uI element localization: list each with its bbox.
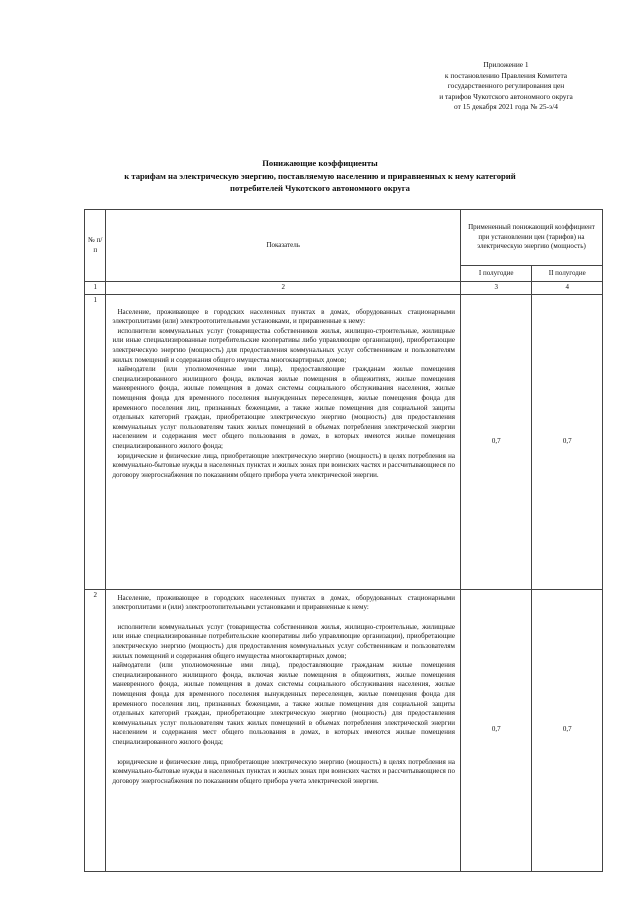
header-half1: I полугодие	[460, 266, 532, 282]
appendix-line: государственного регулирования цен	[447, 81, 565, 91]
header-indicator: Показатель	[106, 210, 461, 282]
column-number-row	[85, 282, 603, 295]
header-num: № п/п	[85, 210, 106, 282]
row-number: 1	[85, 294, 106, 589]
indicator-intro: Население, проживающее в городских населенных пунктах в домах, оборудованных стационарными электроплитами (или) электроотопительными установками, и приравненные к нему:	[112, 307, 455, 326]
col-number: 1	[85, 282, 106, 295]
header-coefficient: Примененный понижающий коэффициент при установлении цен (тарифов) на электрическую энергию (мощность)	[460, 210, 602, 266]
indicator-intro: Население, проживающее в городских населенных пунктах в домах, оборудованных стационарными электроплитами и (или) электроотопительными установками и приравненные к нему:	[112, 593, 455, 612]
coefficient-half1: 0,7	[460, 294, 532, 589]
table-row	[85, 294, 603, 589]
table-header-row	[85, 210, 603, 266]
col-number: 3	[460, 282, 532, 295]
title-line: Понижающие коэффициенты	[262, 158, 378, 168]
title-line: к тарифам на электрическую энергию, поставляемую населению и приравненных к нему категорий	[124, 170, 516, 181]
coefficients-table	[84, 209, 603, 872]
row-indicator	[106, 589, 461, 871]
appendix-header	[400, 60, 612, 113]
indicator-paragraph: наймодатели (или уполномоченные ими лица), предоставляющие гражданам жилые помещения специализированного жилищного фонда, включая жилые помещения в общежитиях, жилые помещения маневренного фонда, жилые помещения в домах системы социального обслуживания населения, жилые помещения фонда для временного поселения вынужденных переселенцев, жилые помещения фонда для временного поселения лиц, признанных беженцами, а также жилые помещения для социальной защиты отдельных категорий граждан, приобретающие электрическую энергию (мощность) для предоставления коммунальных услуг пользователям таких жилых помещений в объемах потребления электрической энергии населением и содержания мест общего пользования в домах, в которых имеются жилые помещения специализированного жилого фонда;	[112, 661, 455, 746]
indicator-paragraph: наймодатели (или уполномоченные ими лица), предоставляющие гражданам жилые помещения специализированного жилищного фонда, включая жилые помещения в общежитиях, жилые помещения маневренного фонда, жилые помещения в домах системы социального обслуживания населения, жилые помещения фонда для временного поселения вынужденных переселенцев, жилые помещения фонда для временного поселения лиц, признанных беженцами, а также жилые помещения для социальной защиты отдельных категорий граждан, приобретающие электрическую энергию (мощность) для предоставления коммунальных услуг пользователям таких жилых помещений в объемах потребления электрической энергии населением и содержания мест общего пользования в домах, в которых имеются жилые помещения специализированного жилого фонда;	[112, 365, 455, 450]
indicator-paragraph: исполнители коммунальных услуг (товарищества собственников жилья, жилищно-строительные, жилищные или иные специализированные потребительские кооперативы либо управляющие организации), приобретающие электрическую энергию (мощность) для предоставления коммунальных услуг собственникам и пользователям жилых помещений и содержания общего имущества многоквартирных домов;	[112, 326, 455, 364]
coefficient-half2: 0,7	[532, 589, 603, 871]
row-number: 2	[85, 589, 106, 871]
row-indicator	[106, 294, 461, 589]
indicator-paragraph: исполнители коммунальных услуг (товарищества собственников жилья, жилищно-строительные, жилищные или иные специализированные потребительские кооперативы либо управляющие организации), приобретающие электрическую энергию (мощность) для предоставления коммунальных услуг собственникам и пользователям жилых помещений и содержания общего имущества многоквартирных домов;	[112, 622, 455, 660]
coefficient-half1: 0,7	[460, 589, 532, 871]
appendix-line: от 15 декабря 2021 года № 25-э/4	[454, 102, 558, 112]
document-title	[60, 157, 580, 195]
col-number: 4	[532, 282, 603, 295]
appendix-line: к постановлению Правления Комитета	[444, 70, 568, 80]
appendix-line: и тарифов Чукотского автономного округа	[439, 91, 573, 101]
indicator-paragraph: юридические и физические лица, приобретающие электрическую энергию (мощность) в целях потребления на коммунально-бытовые нужды в населенных пунктах и жилых зонах при воинских частях и рассчитывающиеся по договору энергоснабжения по показаниям общего прибора учета электрической энергии.	[112, 757, 455, 785]
coefficient-half2: 0,7	[532, 294, 603, 589]
header-half2: II полугодие	[532, 266, 603, 282]
table-row	[85, 589, 603, 871]
title-line: потребителей Чукотского автономного округа	[230, 183, 410, 194]
appendix-line: Приложение 1	[483, 60, 529, 69]
col-number: 2	[106, 282, 461, 295]
indicator-paragraph: юридические и физические лица, приобретающие электрическую энергию (мощность) в целях потребления на коммунально-бытовые нужды в населенных пунктах и жилых зонах при воинских частях и рассчитывающиеся по договору энергоснабжения по показаниям общего прибора учета электрической энергии.	[112, 451, 455, 479]
